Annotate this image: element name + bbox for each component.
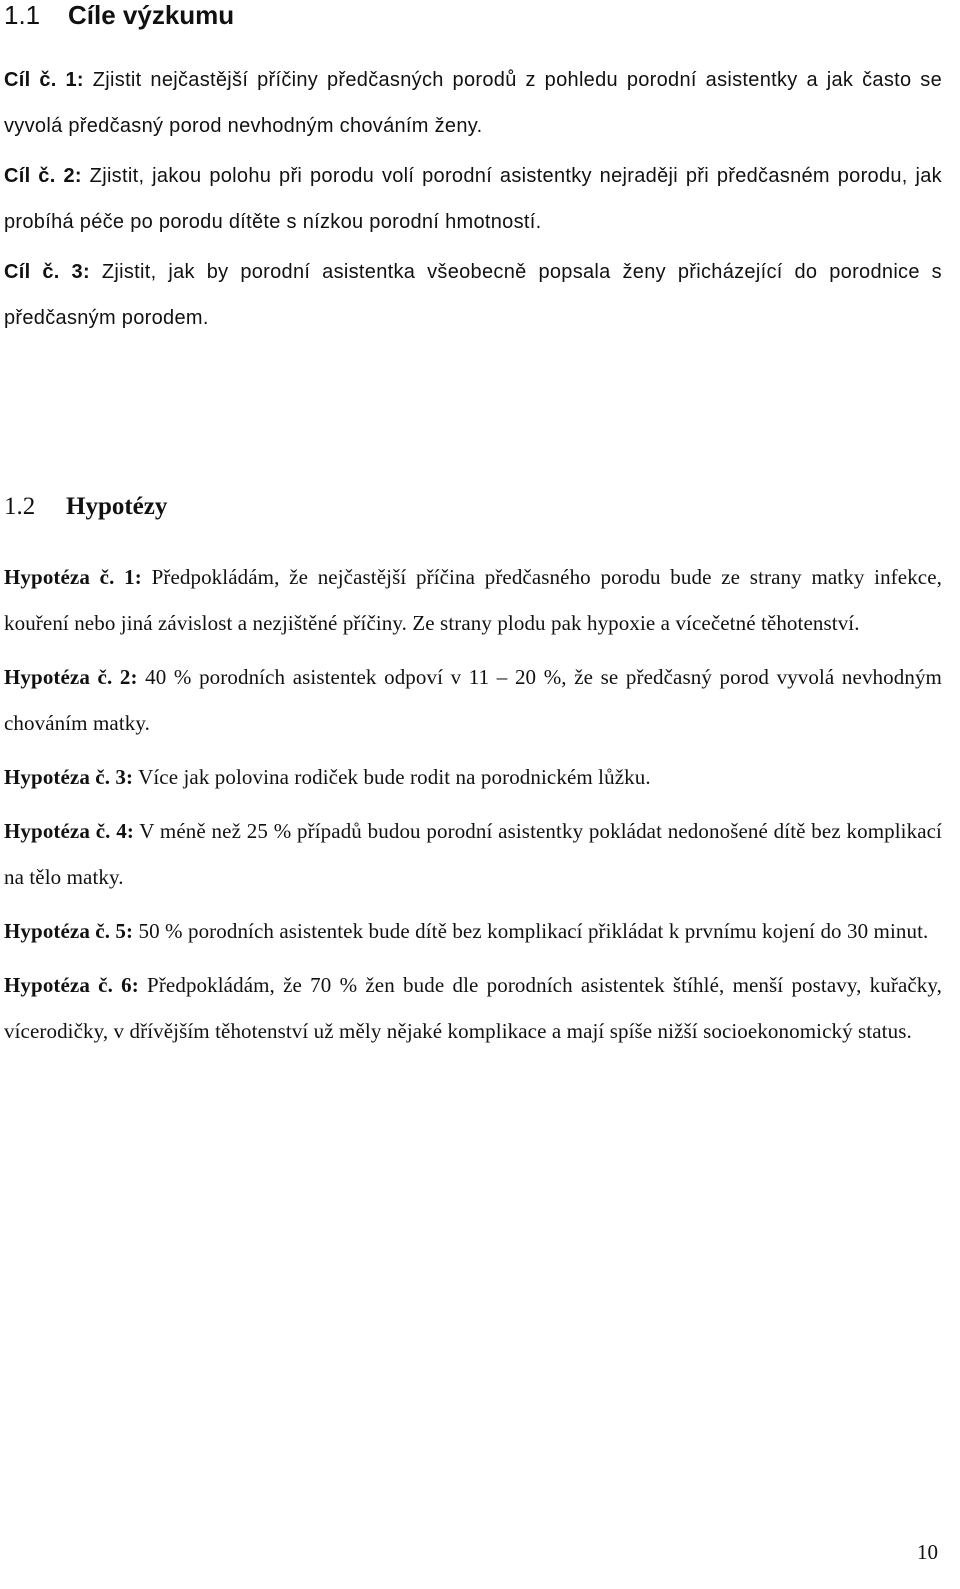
hypothesis-4	[4, 808, 942, 900]
section-heading-hypotheses	[4, 492, 167, 522]
hypothesis-text: 40 % porodních asistentek odpoví v 11 – 20 %, že se předčasný porod vyvolá nevhodným chováním matky.	[4, 665, 942, 735]
hypothesis-label: Hypotéza č. 6:	[4, 973, 139, 997]
hypothesis-text: Více jak polovina rodiček bude rodit na porodnickém lůžku.	[133, 765, 651, 789]
hypothesis-text: Předpokládám, že nejčastější příčina předčasného porodu bude ze strany matky infekce, kouření nebo jiná závislost a nezjištěné příčiny. Ze strany plodu pak hypoxie a vícečetné těhotenství.	[4, 565, 942, 635]
goal-text: Zjistit, jakou polohu při porodu volí porodní asistentky nejraději při předčasném porodu, jak probíhá péče po porodu dítěte s nízkou porodní hmotností.	[4, 165, 942, 233]
goal-label: Cíl č. 1:	[4, 69, 84, 91]
hypothesis-label: Hypotéza č. 1:	[4, 565, 142, 589]
goal-text: Zjistit, jak by porodní asistentka všeobecně popsala ženy přicházející do porodnice s předčasným porodem.	[4, 261, 942, 329]
hypothesis-6	[4, 962, 942, 1054]
goal-2	[4, 153, 942, 245]
hypothesis-label: Hypotéza č. 3:	[4, 765, 134, 789]
goal-3	[4, 249, 942, 341]
hypothesis-text: 50 % porodních asistentek bude dítě bez komplikací přikládat k prvnímu kojení do 30 minut.	[133, 919, 929, 943]
goal-label: Cíl č. 2:	[4, 165, 82, 187]
hypothesis-2	[4, 654, 942, 746]
section-number: 1.1	[4, 0, 41, 30]
hypothesis-label: Hypotéza č. 4:	[4, 819, 134, 843]
goals-list	[4, 57, 942, 341]
page-number: 10	[917, 1540, 938, 1564]
hypothesis-5	[4, 908, 942, 954]
section-number: 1.2	[4, 493, 36, 520]
section-heading-goals	[4, 0, 234, 30]
section-title: Cíle výzkumu	[68, 0, 235, 30]
goal-text: Zjistit nejčastější příčiny předčasných porodů z pohledu porodní asistentky a jak často se vyvolá předčasný porod nevhodným chováním ženy.	[4, 69, 942, 137]
hypothesis-3	[4, 754, 942, 800]
goal-1	[4, 57, 942, 149]
hypothesis-1	[4, 554, 942, 646]
hypothesis-label: Hypotéza č. 5:	[4, 919, 134, 943]
section-title: Hypotézy	[66, 493, 168, 520]
hypotheses-list	[4, 554, 942, 1054]
hypothesis-label: Hypotéza č. 2:	[4, 665, 138, 689]
hypothesis-text: Předpokládám, že 70 % žen bude dle porodních asistentek štíhlé, menší postavy, kuřačky, vícerodičky, v dřívějším těhotenství už měly nějaké komplikace a mají spíše nižší socioekonomický status.	[4, 973, 942, 1043]
hypothesis-text: V méně než 25 % případů budou porodní asistentky pokládat nedonošené dítě bez komplikací na tělo matky.	[4, 819, 942, 889]
goal-label: Cíl č. 3:	[4, 261, 90, 283]
